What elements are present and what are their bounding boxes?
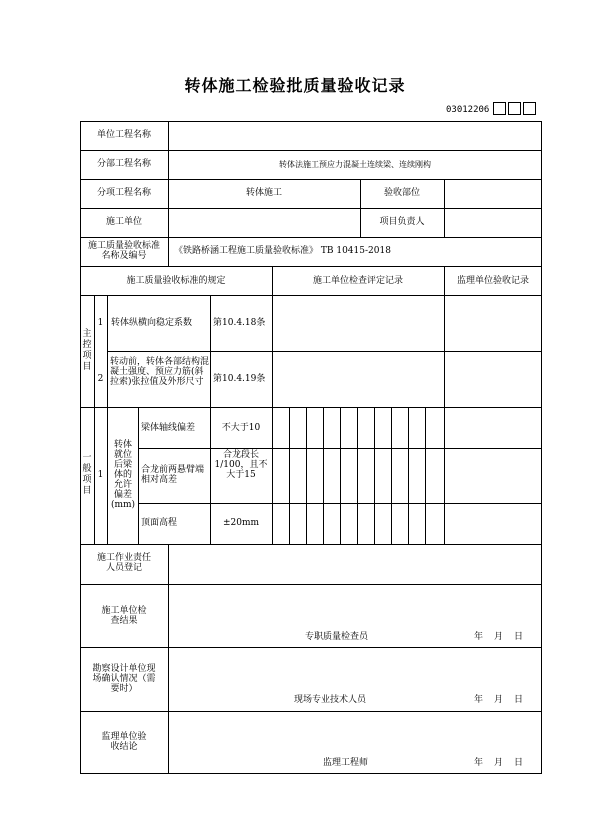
acceptance-part-label: 验收部位 bbox=[383, 188, 420, 198]
check-cell-divider bbox=[408, 407, 409, 544]
col-divider bbox=[168, 544, 169, 774]
col-divider bbox=[272, 266, 273, 544]
month-label: 月 bbox=[494, 758, 504, 768]
general-items-label: 一般项目 bbox=[82, 453, 92, 496]
check-result-label: 施工单位检查结果 bbox=[101, 606, 147, 626]
check-cell-divider bbox=[391, 407, 392, 544]
qc-inspector-label: 专职质量检查员 bbox=[305, 632, 369, 642]
page-title: 转体施工检验批质量验收记录 bbox=[184, 76, 406, 95]
spec-header: 施工质量验收标准的规定 bbox=[126, 276, 226, 286]
main-item-1-no: 1 bbox=[97, 318, 104, 328]
main-item-2-name: 转动前，转体各部结构混凝土强度、预应力筋(斜拉索)张拉值及外形尺寸 bbox=[110, 357, 210, 387]
item-project-label: 分项工程名称 bbox=[96, 188, 151, 198]
row-divider bbox=[80, 208, 542, 209]
general-item-2-value: 合龙段长1/100，且不大于15 bbox=[214, 450, 268, 480]
row-divider bbox=[80, 295, 542, 296]
check-cell-divider bbox=[425, 407, 426, 544]
col-divider bbox=[107, 295, 108, 407]
col-divider bbox=[210, 295, 211, 407]
standard-label-line1: 施工质量验收标准 bbox=[87, 241, 160, 251]
general-item-3-value: ±20mm bbox=[222, 518, 260, 528]
year-label: 年 bbox=[474, 695, 484, 705]
general-item-1-value: 不大于10 bbox=[221, 423, 261, 433]
check-cell-divider bbox=[357, 407, 358, 544]
row-divider bbox=[80, 407, 542, 408]
main-item-2-no: 2 bbox=[97, 374, 104, 384]
design-unit-label: 勘察设计单位现场确认情况（需要时） bbox=[92, 664, 156, 694]
project-manager-label: 项目负责人 bbox=[379, 217, 425, 227]
row-divider bbox=[80, 179, 542, 180]
main-item-2-clause: 第10.4.19条 bbox=[213, 374, 266, 384]
supervision-engineer-label: 监理工程师 bbox=[323, 758, 369, 768]
code-box-3[interactable] bbox=[523, 102, 536, 115]
row-divider bbox=[80, 544, 542, 545]
unit-project-label: 单位工程名称 bbox=[96, 130, 151, 140]
row-divider bbox=[107, 351, 542, 352]
construction-unit-label: 施工单位 bbox=[105, 217, 142, 227]
row-divider bbox=[80, 150, 542, 151]
check-cell-divider bbox=[306, 407, 307, 544]
sub-project-value[interactable]: 转体法施工预应力混凝土连续梁、连续刚构 bbox=[279, 160, 431, 169]
day-label: 日 bbox=[514, 758, 524, 768]
row-divider bbox=[80, 584, 542, 585]
supervision-conclusion-label: 监理单位验收结论 bbox=[101, 732, 147, 752]
form-code: 03012206 bbox=[446, 105, 490, 115]
col-divider bbox=[444, 266, 445, 544]
worker-registration-label: 施工作业责任人员登记 bbox=[96, 553, 151, 573]
row-divider bbox=[80, 266, 542, 267]
check-cell-divider bbox=[374, 407, 375, 544]
supervision-header: 监理单位验收记录 bbox=[456, 276, 529, 286]
row-divider bbox=[80, 237, 542, 238]
row-divider bbox=[80, 711, 542, 712]
general-item-3-name: 顶面高程 bbox=[141, 518, 178, 528]
tech-staff-label: 现场专业技术人员 bbox=[294, 695, 367, 705]
general-item-2-name: 合龙前两悬臂端相对高差 bbox=[141, 465, 205, 485]
code-box-1[interactable] bbox=[493, 102, 506, 115]
day-label: 日 bbox=[514, 632, 524, 642]
general-item-1-name: 梁体轴线偏差 bbox=[141, 423, 196, 433]
check-header: 施工单位检查评定记录 bbox=[312, 276, 403, 286]
item-project-value[interactable]: 转体施工 bbox=[245, 188, 282, 198]
sub-project-label: 分部工程名称 bbox=[96, 159, 151, 169]
month-label: 月 bbox=[494, 632, 504, 642]
check-cell-divider bbox=[340, 407, 341, 544]
day-label: 日 bbox=[514, 695, 524, 705]
general-group-label: 转体就位后梁体的允许偏差(mm) bbox=[110, 440, 136, 510]
code-box-2[interactable] bbox=[508, 102, 521, 115]
main-item-1-name: 转体纵横向稳定系数 bbox=[111, 318, 193, 328]
general-item-no: 1 bbox=[97, 470, 104, 480]
main-item-1-clause: 第10.4.18条 bbox=[213, 318, 266, 328]
year-label: 年 bbox=[474, 758, 484, 768]
check-cell-divider bbox=[323, 407, 324, 544]
col-divider bbox=[444, 179, 445, 237]
year-label: 年 bbox=[474, 632, 484, 642]
col-divider bbox=[107, 407, 108, 544]
col-divider bbox=[94, 295, 95, 407]
check-cell-divider bbox=[289, 407, 290, 544]
main-control-label: 主控项目 bbox=[82, 329, 92, 372]
col-divider bbox=[138, 407, 139, 544]
standard-label-line2: 名称及编号 bbox=[101, 251, 147, 261]
month-label: 月 bbox=[494, 695, 504, 705]
standard-value[interactable]: 《铁路桥涵工程施工质量验收标准》 TB 10415-2018 bbox=[174, 246, 391, 256]
row-divider bbox=[80, 647, 542, 648]
